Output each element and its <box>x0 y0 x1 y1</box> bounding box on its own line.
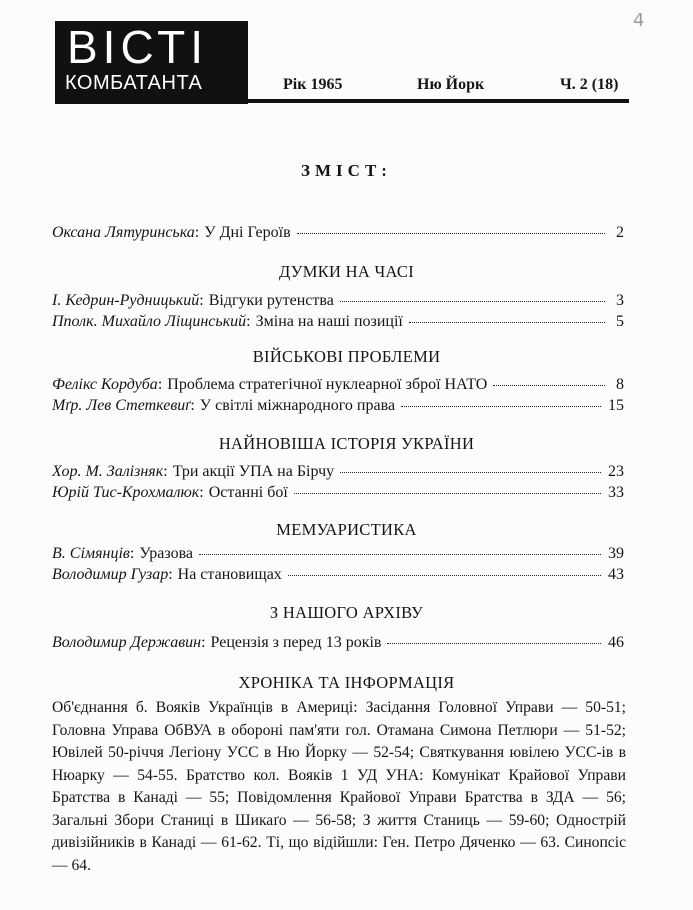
toc-entry: Володимир Гузар : На становищах 43 <box>52 566 624 583</box>
section-heading: НАЙНОВІША ІСТОРІЯ УКРАЇНИ <box>218 434 475 453</box>
toc-entry: В. Сімянців : Уразова 39 <box>52 545 624 562</box>
entry-title: Відгуки рутенства <box>208 292 334 309</box>
issue-number: Ч. 2 (18) <box>560 76 619 93</box>
entry-page: 23 <box>608 463 624 480</box>
toc-entry: Володимир Державин : Рецензія з перед 13 років 46 <box>52 634 624 651</box>
entry-page: 15 <box>608 397 624 414</box>
entry-author: Пполк. Михайло Ліщинський <box>52 313 247 330</box>
contents-title: ЗМІСТ: <box>301 161 392 180</box>
dot-leader <box>288 575 601 576</box>
entry-title: Рецензія з перед 13 років <box>210 634 382 651</box>
entry-page: 33 <box>608 484 624 501</box>
toc-entry: Оксана Лятуринська : У Дні Героїв 2 <box>52 224 624 241</box>
dot-leader <box>199 554 601 555</box>
dot-leader <box>294 493 601 494</box>
chronicle-paragraph: Об'єднання б. Вояків Українців в Америці: Засідання Головної Управи — 50-51; Головна Управа ОбВУА в обороні пам'яти гол. Отамана Симона Петлюри — 51-52; Ювілей 50-річчя Легіону УСС в Ню Йорку — 52-54; Святкування ювілею УСС-ів в Нюарку — 54-55. Братство кол. Вояків 1 УД УНА: Комунікат Крайової Управи Братства в Канаді — 55; Повідомлення Крайової Управи Братства в ЗДА — 56; Загальні Збори Станиці в Шикаґо — 56-58; З життя Станиць — 59-60; Однострій дивізійників в Канаді — 61-62. Ті, що відійшли: Ген. Петро Дяченко — 63. Синопсіс — 64. <box>52 699 626 874</box>
toc-entry: Хор. М. Залізняк : Три акції УПА на Бірчу 23 <box>52 463 624 480</box>
toc-entry: Мґр. Лев Стеткевиґ : У світлі міжнародного права 15 <box>52 397 624 414</box>
toc-entry: Юрій Тис-Крохмалюк : Останні бої 33 <box>52 484 624 501</box>
entry-title: Три акції УПА на Бірчу <box>172 463 335 480</box>
entry-author: Оксана Лятуринська <box>52 224 195 241</box>
dot-leader <box>387 643 601 644</box>
toc-entry: Пполк. Михайло Ліщинський : Зміна на наші позиції 5 <box>52 313 624 330</box>
dot-leader <box>401 406 601 407</box>
entry-title: У світлі міжнародного права <box>199 397 396 414</box>
dot-leader <box>340 301 605 302</box>
entry-page: 3 <box>616 292 624 309</box>
entry-author: Хор. М. Залізняк <box>52 463 164 480</box>
entry-page: 39 <box>608 545 624 562</box>
entry-page: 46 <box>608 634 624 651</box>
entry-author: Мґр. Лев Стеткевиґ <box>52 397 191 414</box>
entry-author: Юрій Тис-Крохмалюк <box>52 484 200 501</box>
entry-title: Проблема стратегічної нуклеарної зброї НАТО <box>167 376 488 393</box>
issue-year: Рік 1965 <box>283 76 343 93</box>
entry-page: 43 <box>608 566 624 583</box>
section-heading: МЕМУАРИСТИКА <box>276 520 417 539</box>
entry-title: На становищах <box>177 566 282 583</box>
entry-page: 2 <box>616 224 624 241</box>
entry-author: Фелікс Кордуба <box>52 376 158 393</box>
dot-leader <box>297 233 605 234</box>
entry-title: Останні бої <box>208 484 288 501</box>
dot-leader <box>493 385 605 386</box>
entry-author: І. Кедрин-Рудницький <box>52 292 200 309</box>
header-rule <box>247 99 629 103</box>
section-heading: З НАШОГО АРХІВУ <box>269 603 424 622</box>
handwritten-page-mark: 4 <box>633 10 645 31</box>
entry-author: Володимир Гузар <box>52 566 169 583</box>
entry-author: Володимир Державин <box>52 634 202 651</box>
entry-page: 5 <box>616 313 624 330</box>
toc-entry: Фелікс Кордуба : Проблема стратегічної нуклеарної зброї НАТО 8 <box>52 376 624 393</box>
section-heading: ХРОНІКА ТА ІНФОРМАЦІЯ <box>238 673 455 692</box>
logo-line-2: КОМБАТАНТА <box>65 72 203 94</box>
logo-line-1: ВІСТІ <box>67 21 209 73</box>
dot-leader <box>340 472 601 473</box>
toc-entry: І. Кедрин-Рудницький : Відгуки рутенства 3 <box>52 292 624 309</box>
entry-author: В. Сімянців <box>52 545 130 562</box>
magazine-logo <box>55 21 248 104</box>
entry-title: Уразова <box>139 545 194 562</box>
section-heading: ДУМКИ НА ЧАСІ <box>278 262 415 281</box>
issue-city: Ню Йорк <box>417 76 485 93</box>
entry-title: У Дні Героїв <box>204 224 291 241</box>
entry-title: Зміна на наші позиції <box>255 313 403 330</box>
section-heading: ВІЙСЬКОВІ ПРОБЛЕМИ <box>252 347 441 366</box>
dot-leader <box>409 322 605 323</box>
entry-page: 8 <box>616 376 624 393</box>
